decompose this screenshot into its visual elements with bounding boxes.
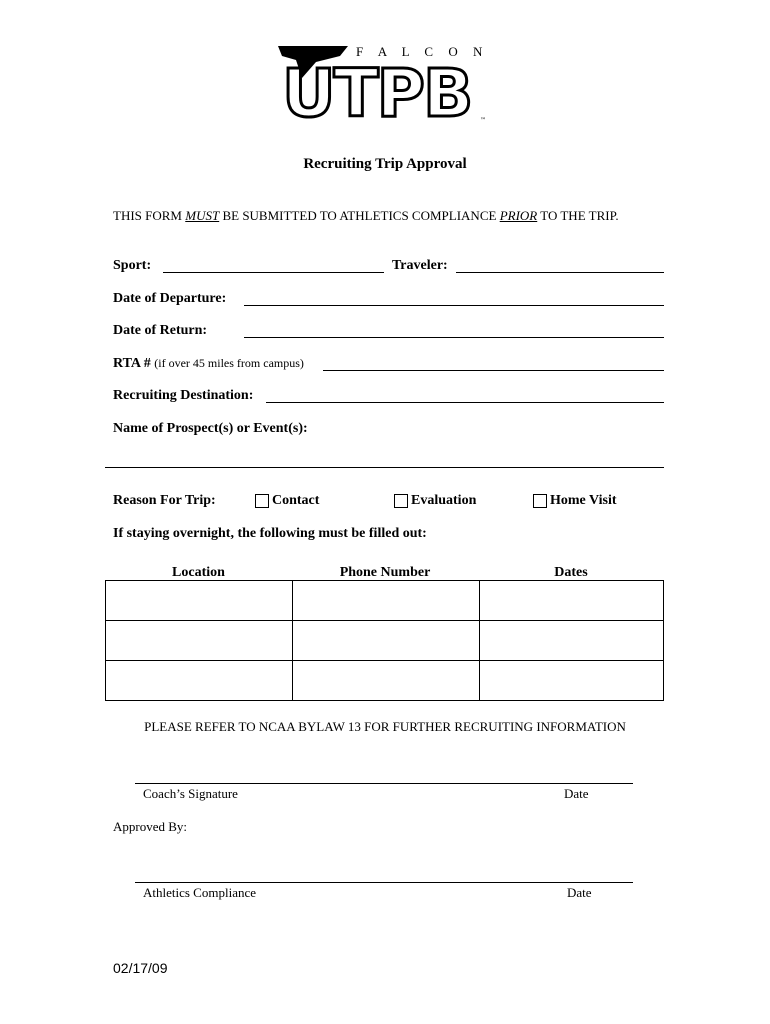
approved-by-label: Approved By: bbox=[113, 819, 188, 834]
trademark-mark: ™ bbox=[480, 117, 486, 124]
submission-notice: THIS FORM MUST BE SUBMITTED TO ATHLETICS COMPLIANCE PRIOR TO THE TRIP. bbox=[113, 208, 619, 223]
dates-cell[interactable] bbox=[480, 581, 664, 621]
lodging-table bbox=[105, 580, 664, 701]
dates-cell[interactable] bbox=[480, 661, 664, 701]
destination-field[interactable] bbox=[266, 402, 664, 403]
sport-label: Sport: bbox=[113, 258, 152, 273]
must-emphasis: MUST bbox=[185, 208, 220, 223]
rta-note: (if over 45 miles from campus) bbox=[154, 356, 304, 370]
location-cell[interactable] bbox=[106, 581, 293, 621]
bylaw-notice: PLEASE REFER TO NCAA BYLAW 13 FOR FURTHER RECRUITING INFORMATION bbox=[144, 719, 626, 734]
destination-label: Recruiting Destination: bbox=[113, 388, 254, 403]
compliance-date-label: Date bbox=[567, 885, 592, 900]
prospects-label: Name of Prospect(s) or Event(s): bbox=[113, 421, 308, 436]
prior-emphasis: PRIOR bbox=[499, 208, 538, 223]
reason-label: Reason For Trip: bbox=[113, 493, 216, 508]
contact-option-label: Contact bbox=[272, 493, 320, 508]
dates-column-header: Dates bbox=[554, 565, 588, 580]
table-row bbox=[106, 581, 664, 621]
phone-cell[interactable] bbox=[293, 621, 480, 661]
location-cell[interactable] bbox=[106, 661, 293, 701]
logo-utpb-text: UTPB bbox=[282, 55, 472, 124]
dates-cell[interactable] bbox=[480, 621, 664, 661]
home-visit-option-label: Home Visit bbox=[550, 493, 617, 508]
compliance-signature-line[interactable] bbox=[135, 882, 633, 883]
form-title: Recruiting Trip Approval bbox=[303, 156, 467, 172]
return-date-field[interactable] bbox=[244, 337, 664, 338]
compliance-signature-label: Athletics Compliance bbox=[143, 885, 257, 900]
evaluation-checkbox[interactable] bbox=[394, 494, 408, 508]
overnight-instructions: If staying overnight, the following must be filled out: bbox=[113, 526, 427, 541]
sport-field[interactable] bbox=[163, 272, 384, 273]
logo-falcons-text: F A L C O N S bbox=[356, 44, 498, 59]
coach-signature-line[interactable] bbox=[135, 783, 633, 784]
phone-column-header: Phone Number bbox=[339, 565, 431, 580]
evaluation-option-label: Evaluation bbox=[411, 493, 477, 508]
table-row bbox=[106, 661, 664, 701]
home-visit-checkbox[interactable] bbox=[533, 494, 547, 508]
traveler-label: Traveler: bbox=[392, 258, 448, 273]
phone-cell[interactable] bbox=[293, 581, 480, 621]
traveler-field[interactable] bbox=[456, 272, 664, 273]
return-date-label: Date of Return: bbox=[113, 323, 208, 338]
table-row bbox=[106, 621, 664, 661]
rta-label: RTA # (if over 45 miles from campus) bbox=[113, 356, 304, 371]
coach-signature-label: Coach’s Signature bbox=[143, 786, 238, 801]
utpb-falcons-logo bbox=[278, 42, 498, 124]
prospects-field[interactable] bbox=[105, 467, 664, 468]
location-column-header: Location bbox=[172, 565, 225, 580]
form-revision-date: 02/17/09 bbox=[113, 960, 168, 976]
coach-date-label: Date bbox=[564, 786, 589, 801]
departure-date-label: Date of Departure: bbox=[113, 291, 227, 306]
location-cell[interactable] bbox=[106, 621, 293, 661]
rta-field[interactable] bbox=[323, 370, 664, 371]
phone-cell[interactable] bbox=[293, 661, 480, 701]
departure-date-field[interactable] bbox=[244, 305, 664, 306]
contact-checkbox[interactable] bbox=[255, 494, 269, 508]
